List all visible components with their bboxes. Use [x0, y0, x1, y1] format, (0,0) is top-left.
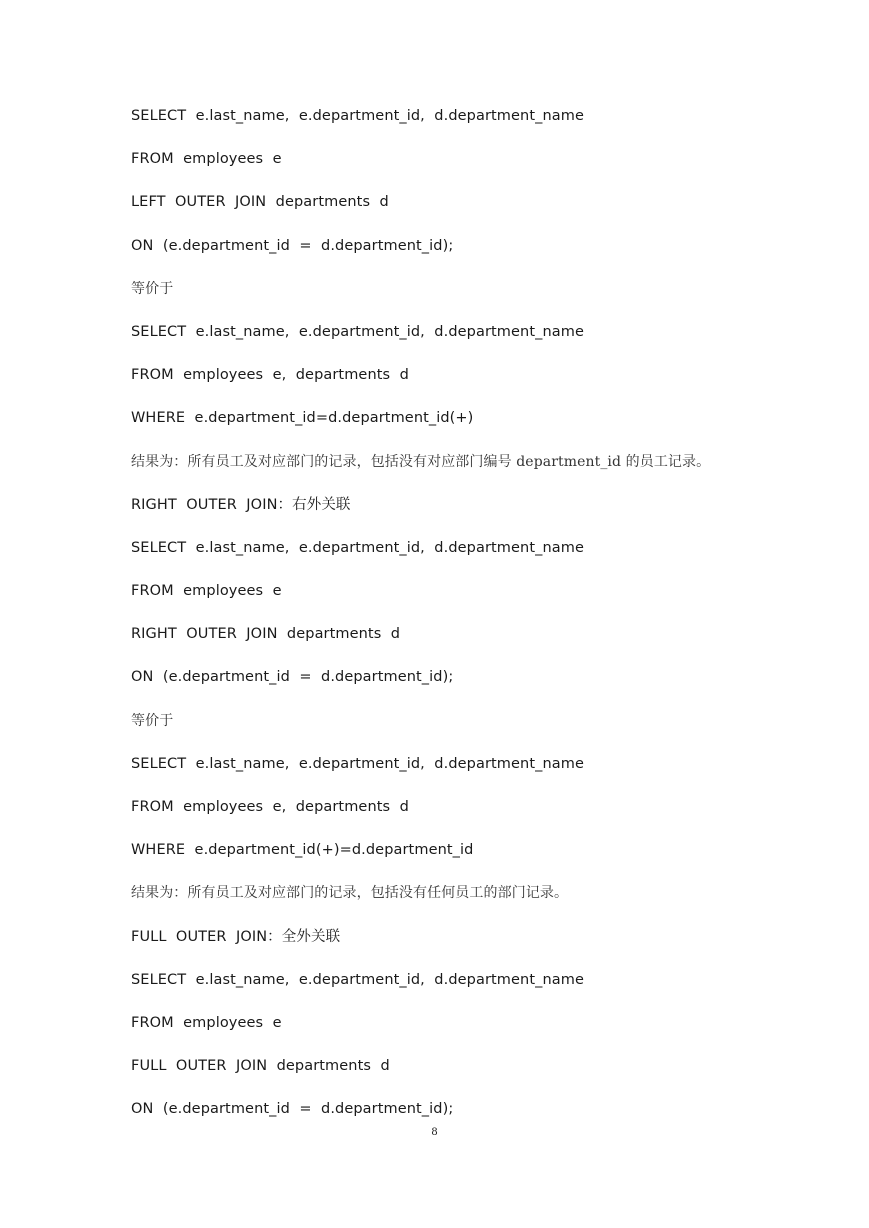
- section-heading-full-outer-join: FULL OUTER JOIN：全外关联: [131, 928, 341, 945]
- sql-join-line: LEFT OUTER JOIN departments d: [131, 194, 389, 211]
- section-heading-right-outer-join: RIGHT OUTER JOIN：右外关联: [131, 496, 351, 513]
- equivalent-label: 等价于: [131, 712, 174, 729]
- result-description: 结果为：所有员工及对应部门的记录，包括没有对应部门编号 department_id 的员工记录。: [131, 453, 711, 470]
- sql-where-line: WHERE e.department_id(+)=d.department_id: [131, 842, 474, 859]
- sql-join-line: RIGHT OUTER JOIN departments d: [131, 626, 401, 643]
- sql-from-line: FROM employees e, departments d: [131, 367, 409, 384]
- sql-from-line: FROM employees e, departments d: [131, 799, 409, 815]
- sql-on-line: ON (e.department_id = d.department_id);: [131, 1101, 454, 1118]
- sql-on-line: ON (e.department_id = d.department_id);: [131, 669, 454, 686]
- equivalent-label: 等价于: [131, 280, 174, 297]
- sql-select-line: SELECT e.last_name, e.department_id, d.department_name: [131, 108, 584, 124]
- document-body: [131, 106, 811, 1143]
- sql-from-line: FROM employees e: [131, 1014, 282, 1031]
- result-description: 结果为：所有员工及对应部门的记录，包括没有任何员工的部门记录。: [131, 885, 569, 902]
- sql-select-line: SELECT e.last_name, e.department_id, d.department_name: [131, 971, 584, 988]
- page-number: 8: [431, 1124, 438, 1138]
- sql-from-line: FROM employees e: [131, 151, 282, 168]
- sql-select-line: SELECT e.last_name, e.department_id, d.department_name: [131, 323, 584, 340]
- sql-where-line: WHERE e.department_id=d.department_id(+): [131, 410, 474, 427]
- sql-select-line: SELECT e.last_name, e.department_id, d.department_name: [131, 755, 584, 772]
- sql-from-line: FROM employees e: [131, 583, 282, 600]
- sql-select-line: SELECT e.last_name, e.department_id, d.department_name: [131, 539, 584, 556]
- sql-join-line: FULL OUTER JOIN departments d: [131, 1058, 390, 1075]
- sql-on-line: ON (e.department_id = d.department_id);: [131, 237, 454, 254]
